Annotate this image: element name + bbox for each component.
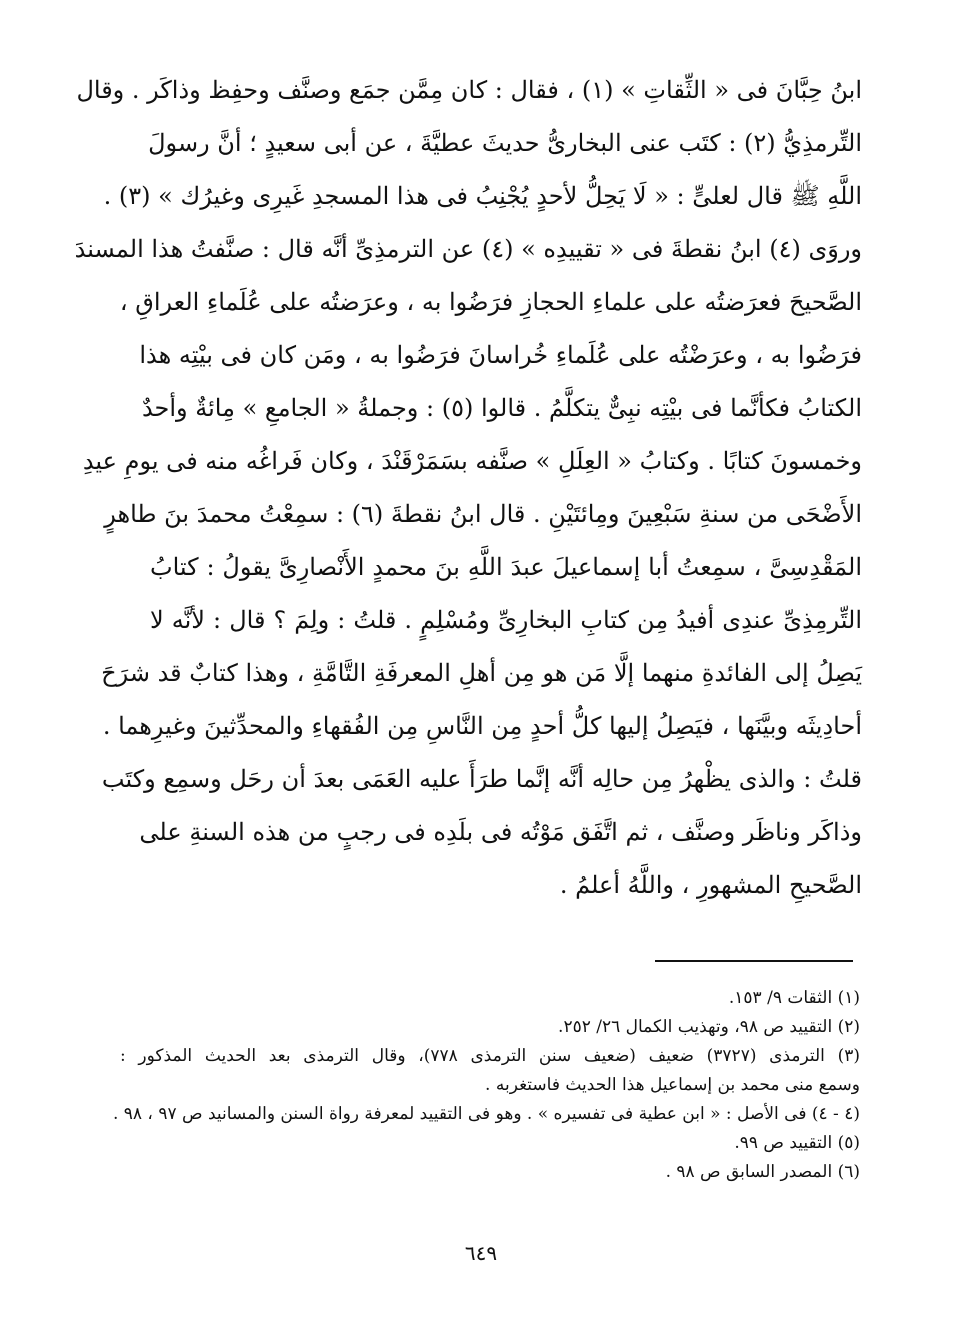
text-line: المَقْدِسِىَّ ، سمِعتُ أبا إسماعيلَ عبدَ اللَّهِ بنَ محمدٍ الأَنْصارِىَّ يقولُ : كتابُ [150, 553, 862, 581]
footnote-4: (٤ - ٤) فى الأصل : « ابن عطية فى تفسيره » . وهو فى التقييد لمعرفة رواة السنن والمسانيد ص ٩٧ ، ٩٨ . [112, 1104, 860, 1124]
text-line: وخمسونَ كتابًا . وكتابُ « العِلَلِ » صنَّفه بسَمَرْقَنْدَ ، وكان فَراغُه منه فى يومِ عيدِ [82, 447, 862, 475]
text-line: التِّرمذِيُّ (٢) : كتَب عنى البخارىُّ حديثَ عطيَّةَ ، عن أبى سعيدٍ ؛ أنَّ رسولَ [148, 129, 862, 157]
text-line: قلتُ : والذى يظْهرُ مِن حالِه أنَّه إنَّما طرَأَ عليه العَمَى بعدَ أن رحَل وسمِع وكتَب [101, 765, 862, 793]
text-line: الصَّحيحَ فعرَضتُه على علماءِ الحجازِ فرَضُوا به ، وعرَضتُه على عُلَماءِ العراقِ ، [119, 288, 862, 316]
text-line: وذاكَر وناظَر وصنَّف ، ثم اتَّفَق مَوْتُه فى بلَدِه فى رجبٍ من هذه السنةِ على [139, 818, 862, 846]
footnote-1: (١) الثقات ٩/ ١٥٣. [728, 988, 860, 1008]
footnote-divider [655, 960, 853, 962]
text-line: التِّرمِذِىِّ عندِى أفيدُ مِن كتابِ البخارِىِّ ومُسْلِمٍ . قلتُ : ولِمَ ؟ قال : لأنَّه لا [150, 606, 862, 634]
text-line: الصَّحيحِ المشهورِ ، واللَّهُ أعلمُ . [559, 871, 862, 899]
text-line: الكتابُ فكأنَّما فى بيْتِه نبِىٌّ يتكلَّمُ . قالوا (٥) : وجملةُ « الجامعِ » مِائةٌ وأحدٌ [141, 394, 862, 422]
text-line: الأَضْحَى من سنةِ سَبْعِينَ ومِائتَيْنِ . قال ابنُ نقطةَ (٦) : سمِعْتُ محمدَ بنَ طاهرٍ [104, 500, 862, 528]
footnote-2: (٢) التقييد ص ٩٨، وتهذيب الكمال ٢٦/ ٢٥٢. [558, 1017, 860, 1037]
footnote-5: (٥) التقييد ص ٩٩. [734, 1133, 860, 1153]
text-line: ابنُ حِبَّانَ فى « الثِّقاتِ » (١) ، فقال : كان مِمَّن جمَع وصنَّف وحفِظ وذاكَر . وقال [76, 76, 862, 104]
text-line: وروَى (٤) ابنُ نقطةَ فى « تقييدِه » (٤) عن الترمذِىِّ أنَّه قال : صنَّفتُ هذا المسندَ [74, 235, 862, 263]
text-line: اللَّهِ ﷺ قال لعلىٍّ : « لَا يَحِلُّ لأحدٍ يُجْنِبُ فى هذا المسجدِ غَيرِى وغيرُك » (٣) . [103, 182, 862, 210]
footnote-3-continued: وسمع منى محمد بن إسماعيل هذا الحديث فاستغربه . [485, 1075, 860, 1095]
text-line: فرَضُوا به ، وعرَضْتُه على عُلَماءِ خُراسانَ فرَضُوا به ، ومَن كان فى بيْتِه هذا [139, 341, 862, 369]
page-number: ٦٤٩ [464, 1241, 498, 1265]
text-line: أحادِيثَه وبيَّنَها ، فيَصِلُ إليها كلُّ أحدٍ مِن النَّاسِ مِن الفُقهاءِ والمحدِّثينَ وغيرِهما . [102, 712, 862, 740]
text-line: يَصِلُ إلى الفائدةِ منهما إلَّا مَن هو مِن أهلِ المعرفَةِ التَّامَّةِ ، وهذا كتابٌ قد شرَحَ [101, 659, 862, 687]
footnote-6: (٦) المصدر السابق ص ٩٨ . [665, 1162, 860, 1182]
footnote-3: (٣) الترمذى (٣٧٢٧) ضعيف (ضعيف سنن الترمذى ٧٧٨)، وقال الترمذى بعد الحديث المذكور : [120, 1046, 860, 1066]
